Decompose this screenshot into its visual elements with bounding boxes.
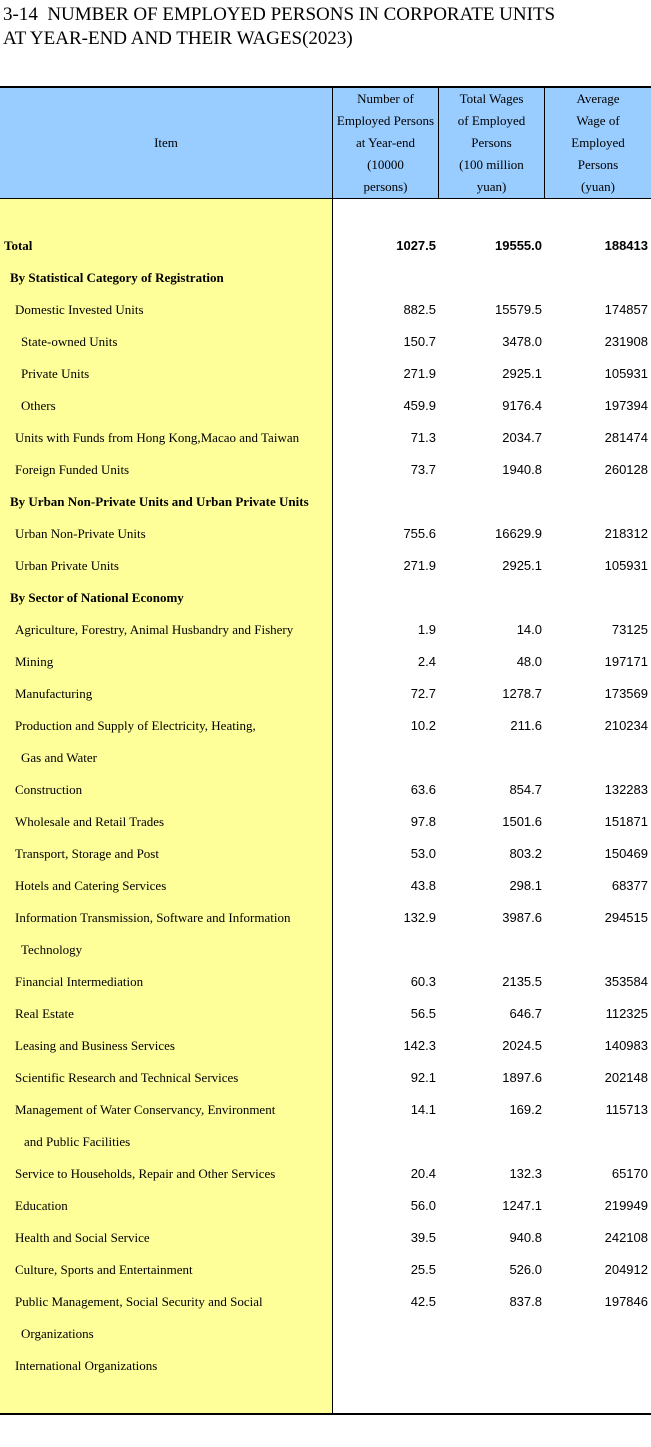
- row-label: Health and Social Service: [15, 1230, 150, 1245]
- average-wage-value: 294515: [604, 910, 648, 925]
- table-row: [0, 902, 651, 934]
- total-wages-value: 2034.7: [502, 430, 542, 445]
- employed-persons-value: 63.6: [410, 782, 436, 797]
- total-wages-value: 3478.0: [502, 334, 542, 349]
- row-label: Information Transmission, Software and Information: [15, 910, 291, 925]
- header-total-wages: [439, 88, 544, 198]
- title-line-2: AT YEAR-END AND THEIR WAGES(2023): [3, 28, 353, 49]
- total-wages-value: 2925.1: [502, 366, 542, 381]
- total-wages-value: 854.7: [509, 782, 542, 797]
- total-wages-value: 9176.4: [502, 398, 542, 413]
- table-header: [0, 88, 651, 199]
- table-row: [0, 1030, 651, 1062]
- table-row: [0, 1062, 651, 1094]
- row-label: Gas and Water: [21, 750, 97, 765]
- table-row: [0, 294, 651, 326]
- title-line-1: 3-14 NUMBER OF EMPLOYED PERSONS IN CORPORATE UNITS: [3, 4, 556, 25]
- employed-persons-value: 14.1: [410, 1102, 436, 1117]
- table-row: [0, 838, 651, 870]
- total-wages-value: 940.8: [509, 1230, 542, 1245]
- header-col2-line: of Employed: [457, 113, 526, 128]
- table-row: [0, 1158, 651, 1190]
- average-wage-value: 150469: [604, 846, 648, 861]
- page-title: [3, 3, 555, 51]
- total-wages-value: 1501.6: [502, 814, 542, 829]
- table-row: [0, 1350, 651, 1382]
- total-wages-value: 1940.8: [502, 462, 542, 477]
- employed-persons-value: 25.5: [410, 1262, 436, 1277]
- average-wage-value: 68377: [611, 878, 648, 893]
- total-wages-value: 19555.0: [495, 238, 542, 253]
- row-label: Service to Households, Repair and Other Services: [15, 1166, 276, 1181]
- row-label: Leasing and Business Services: [15, 1038, 175, 1053]
- total-wages-value: 646.7: [509, 1006, 542, 1021]
- table-row: [0, 646, 651, 678]
- row-label: International Organizations: [15, 1358, 158, 1373]
- average-wage-value: 202148: [604, 1070, 648, 1085]
- table-row: [0, 518, 651, 550]
- header-col1-line: (10000: [367, 157, 404, 172]
- employed-persons-value: 20.4: [410, 1166, 436, 1181]
- total-wages-value: 16629.9: [495, 526, 542, 541]
- row-label: Organizations: [21, 1326, 94, 1341]
- average-wage-value: 197394: [604, 398, 648, 413]
- table-row: [0, 966, 651, 998]
- table-row: [0, 678, 651, 710]
- header-item: [0, 88, 332, 198]
- total-wages-value: 298.1: [509, 878, 542, 893]
- average-wage-value: 132283: [604, 782, 648, 797]
- table-row: [0, 998, 651, 1030]
- table-row: [0, 422, 651, 454]
- table-row: [0, 1222, 651, 1254]
- header-col2-line: Persons: [471, 135, 512, 150]
- header-item-label: Item: [154, 135, 178, 150]
- table-row: [0, 1190, 651, 1222]
- employed-persons-value: 39.5: [410, 1230, 436, 1245]
- row-label: Production and Supply of Electricity, Heating,: [15, 718, 256, 733]
- table-row: [0, 774, 651, 806]
- table-row: [0, 1286, 651, 1318]
- table-row: [0, 390, 651, 422]
- table-row: [0, 806, 651, 838]
- column-divider: [544, 88, 545, 198]
- employed-persons-value: 73.7: [410, 462, 436, 477]
- row-label: By Sector of National Economy: [10, 590, 184, 605]
- header-col2-line: yuan): [476, 179, 507, 194]
- average-wage-value: 174857: [604, 302, 648, 317]
- employed-persons-value: 755.6: [403, 526, 436, 541]
- total-wages-value: 211.6: [510, 718, 542, 733]
- total-wages-value: 2024.5: [502, 1038, 542, 1053]
- employed-persons-value: 43.8: [410, 878, 436, 893]
- table-row: [0, 486, 651, 518]
- header-average-wage: [545, 88, 651, 198]
- row-label: Private Units: [21, 366, 90, 381]
- row-label: By Urban Non-Private Units and Urban Private Units: [10, 494, 309, 509]
- total-wages-value: 2925.1: [502, 558, 542, 573]
- average-wage-value: 210234: [604, 718, 648, 733]
- header-col1-line: at Year-end: [356, 135, 415, 150]
- average-wage-value: 219949: [604, 1198, 648, 1213]
- table-row: [0, 934, 651, 966]
- employed-persons-value: 60.3: [410, 974, 436, 989]
- header-col3-line: Wage of: [576, 113, 620, 128]
- average-wage-value: 188413: [604, 238, 648, 253]
- table-row: [0, 1318, 651, 1350]
- row-label: Culture, Sports and Entertainment: [15, 1262, 193, 1277]
- row-label: Mining: [15, 654, 54, 669]
- header-col1-line: persons): [363, 179, 408, 194]
- total-wages-value: 1278.7: [502, 686, 542, 701]
- table-row: [0, 710, 651, 742]
- total-wages-value: 526.0: [509, 1262, 542, 1277]
- total-wages-value: 1247.1: [502, 1198, 542, 1213]
- total-wages-value: 837.8: [509, 1294, 542, 1309]
- employed-persons-value: 882.5: [403, 302, 436, 317]
- employed-persons-value: 71.3: [410, 430, 436, 445]
- row-label: Construction: [15, 782, 83, 797]
- average-wage-value: 231908: [604, 334, 648, 349]
- average-wage-value: 140983: [604, 1038, 648, 1053]
- average-wage-value: 281474: [604, 430, 648, 445]
- total-wages-value: 169.2: [509, 1102, 542, 1117]
- average-wage-value: 204912: [604, 1262, 648, 1277]
- average-wage-value: 260128: [604, 462, 648, 477]
- employed-persons-value: 142.3: [403, 1038, 436, 1053]
- employed-persons-value: 56.0: [410, 1198, 436, 1213]
- average-wage-value: 105931: [604, 366, 648, 381]
- row-label: Management of Water Conservancy, Environment: [15, 1102, 276, 1117]
- total-wages-value: 132.3: [509, 1166, 542, 1181]
- average-wage-value: 115713: [605, 1102, 648, 1117]
- row-label: Technology: [21, 942, 83, 957]
- row-label: Hotels and Catering Services: [15, 878, 167, 893]
- row-label: Total: [4, 238, 33, 253]
- employed-persons-value: 1027.5: [396, 238, 436, 253]
- employed-persons-value: 2.4: [417, 654, 436, 669]
- total-wages-value: 15579.5: [495, 302, 542, 317]
- row-label: Scientific Research and Technical Services: [15, 1070, 239, 1085]
- header-col1-line: Employed Persons: [336, 113, 435, 128]
- row-label: Public Management, Social Security and Social: [15, 1294, 263, 1309]
- table-row: [0, 1254, 651, 1286]
- column-divider: [438, 88, 439, 198]
- row-label: Units with Funds from Hong Kong,Macao and Taiwan: [15, 430, 300, 445]
- header-col3-line: Employed: [571, 135, 625, 150]
- employed-persons-value: 42.5: [410, 1294, 436, 1309]
- total-wages-value: 48.0: [516, 654, 542, 669]
- row-label: Others: [21, 398, 56, 413]
- row-label: Wholesale and Retail Trades: [15, 814, 165, 829]
- row-label: By Statistical Category of Registration: [10, 270, 224, 285]
- average-wage-value: 73125: [611, 622, 648, 637]
- employed-persons-value: 1.9: [417, 622, 436, 637]
- total-wages-value: 1897.6: [502, 1070, 542, 1085]
- employed-persons-value: 97.8: [410, 814, 436, 829]
- average-wage-value: 105931: [604, 558, 648, 573]
- row-label: Transport, Storage and Post: [15, 846, 159, 861]
- employed-persons-value: 56.5: [410, 1006, 436, 1021]
- header-col2-line: (100 million: [459, 157, 524, 172]
- header-col3-line: Persons: [577, 157, 619, 172]
- row-label: State-owned Units: [21, 334, 118, 349]
- average-wage-value: 197846: [604, 1294, 648, 1309]
- average-wage-value: 112325: [605, 1006, 648, 1021]
- header-col1-line: Number of: [357, 91, 414, 106]
- table-row: [0, 582, 651, 614]
- row-label: Education: [15, 1198, 68, 1213]
- table-row: [0, 1094, 651, 1126]
- row-label: Financial Intermediation: [15, 974, 144, 989]
- table-row: [0, 326, 651, 358]
- employed-persons-value: 271.9: [403, 558, 436, 573]
- row-label: Urban Private Units: [15, 558, 119, 573]
- row-label: Agriculture, Forestry, Animal Husbandry and Fishery: [15, 622, 294, 637]
- average-wage-value: 173569: [604, 686, 648, 701]
- table-row: [0, 1126, 651, 1158]
- row-label: Real Estate: [15, 1006, 74, 1021]
- employed-persons-value: 271.9: [403, 366, 436, 381]
- table-row: [0, 454, 651, 486]
- table-row: [0, 230, 651, 262]
- table-row: [0, 614, 651, 646]
- average-wage-value: 218312: [604, 526, 648, 541]
- header-col3-line: (yuan): [581, 179, 615, 194]
- total-wages-value: 3987.6: [502, 910, 542, 925]
- header-employed-persons: [333, 88, 438, 198]
- average-wage-value: 65170: [611, 1166, 648, 1181]
- average-wage-value: 197171: [604, 654, 648, 669]
- total-wages-value: 2135.5: [502, 974, 542, 989]
- row-label: Urban Non-Private Units: [15, 526, 146, 541]
- employed-persons-value: 459.9: [403, 398, 436, 413]
- table-row: [0, 358, 651, 390]
- header-col3-line: Average: [576, 91, 620, 106]
- employed-persons-value: 72.7: [410, 686, 436, 701]
- table-row: [0, 262, 651, 294]
- total-wages-value: 14.0: [516, 622, 542, 637]
- employed-persons-value: 10.2: [410, 718, 436, 733]
- column-divider: [332, 88, 333, 1414]
- row-label: Foreign Funded Units: [15, 462, 130, 477]
- row-label: Manufacturing: [15, 686, 93, 701]
- row-label: and Public Facilities: [24, 1134, 131, 1149]
- employed-persons-value: 92.1: [410, 1070, 436, 1085]
- employed-persons-value: 132.9: [403, 910, 436, 925]
- table-row: [0, 742, 651, 774]
- average-wage-value: 242108: [604, 1230, 648, 1245]
- employed-persons-value: 53.0: [410, 846, 436, 861]
- table-row: [0, 870, 651, 902]
- header-col2-line: Total Wages: [459, 91, 524, 106]
- row-label: Domestic Invested Units: [15, 302, 144, 317]
- total-wages-value: 803.2: [509, 846, 542, 861]
- table-bottom-rule: [0, 1413, 651, 1415]
- average-wage-value: 151871: [604, 814, 648, 829]
- employed-persons-value: 150.7: [403, 334, 436, 349]
- average-wage-value: 353584: [604, 974, 648, 989]
- table-row: [0, 550, 651, 582]
